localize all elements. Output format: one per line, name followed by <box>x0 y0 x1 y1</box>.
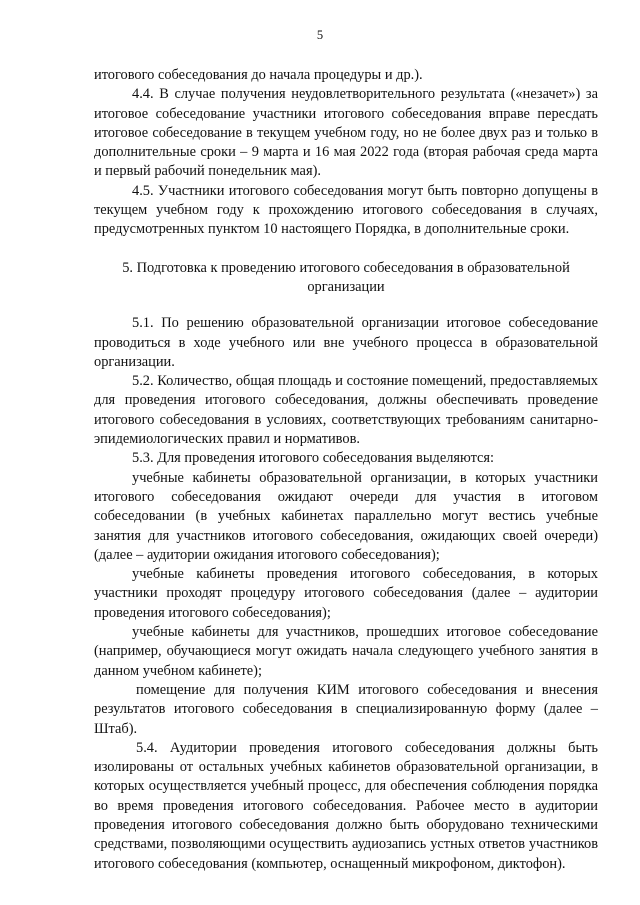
paragraph-4-5: 4.5. Участники итогового собеседования могут быть повторно допущены в текущем учебном году к прохождению итогового собеседования в случаях, предусмотренных пунктом 10 настоящего Порядка, в дополнительные сроки. <box>94 182 598 238</box>
paragraph-4-4: 4.4. В случае получения неудовлетворительного результата («незачет») за итоговое собеседование участники итогового собеседования вправе пересдать итоговое собеседование в текущем учебном году, но не более двух раз и только в дополнительные сроки – 9 марта и 16 мая 2022 года (вторая рабочая среда марта и первый рабочий понедельник мая). <box>94 86 598 180</box>
list-item-headquarters: помещение для получения КИМ итогового собеседования и внесения результатов итогового собеседования в специализированную форму (далее – Штаб). <box>94 681 598 737</box>
document-body <box>94 66 598 874</box>
page-number: 5 <box>316 28 324 42</box>
paragraph-5-3: 5.3. Для проведения итогового собеседования выделяются: <box>132 450 495 467</box>
paragraph-5-4: 5.4. Аудитории проведения итогового собеседования должны быть изолированы от остальных учебных кабинетов образовательной организации, в которых осуществляется учебный процесс, для обеспечения соблюдения порядка во время проведения итогового собеседования. Рабочее место в аудитории проведения итогового собеседования должно быть оборудовано техническими средствами, позволяющими осуществить аудиозапись устных ответов участников итогового собеседования (компьютер, оснащенный микрофоном, диктофон). <box>94 739 598 872</box>
paragraph-5-1: 5.1. По решению образовательной организации итоговое собеседование проводиться в ходе учебного или вне учебного процесса в образовательной организации. <box>94 315 598 370</box>
list-item-exam-rooms: учебные кабинеты проведения итогового собеседования, в которых участники проходят процедуру итогового собеседования (далее – аудитории проведения итогового собеседования); <box>94 566 598 621</box>
section-heading: 5. Подготовка к проведению итогового собеседования в образовательной организации <box>122 259 570 295</box>
list-item-finished-rooms: учебные кабинеты для участников, прошедших итоговое собеседование (например, обучающиеся могут ожидать начала следующего учебного занятия в данном учебном кабинете); <box>94 624 598 679</box>
paragraph-continuation: итогового собеседования до начала процедуры и др.). <box>94 67 423 83</box>
paragraph-5-2: 5.2. Количество, общая площадь и состояние помещений, предоставляемых для проведения итогового собеседования, должны обеспечивать проведение итогового собеседования в условиях, соответствующих требованиям санитарно-эпидемиологических правил и нормативов. <box>94 373 598 448</box>
list-item-waiting-rooms: учебные кабинеты образовательной организации, в которых участники итогового собеседования ожидают очереди для участия в итоговом собеседовании (в учебных кабинетах параллельно могут вестись учебные занятия для участников итогового собеседования, ожидающих своей очереди) (далее – аудитории ожидания итогового собеседования); <box>94 469 598 563</box>
